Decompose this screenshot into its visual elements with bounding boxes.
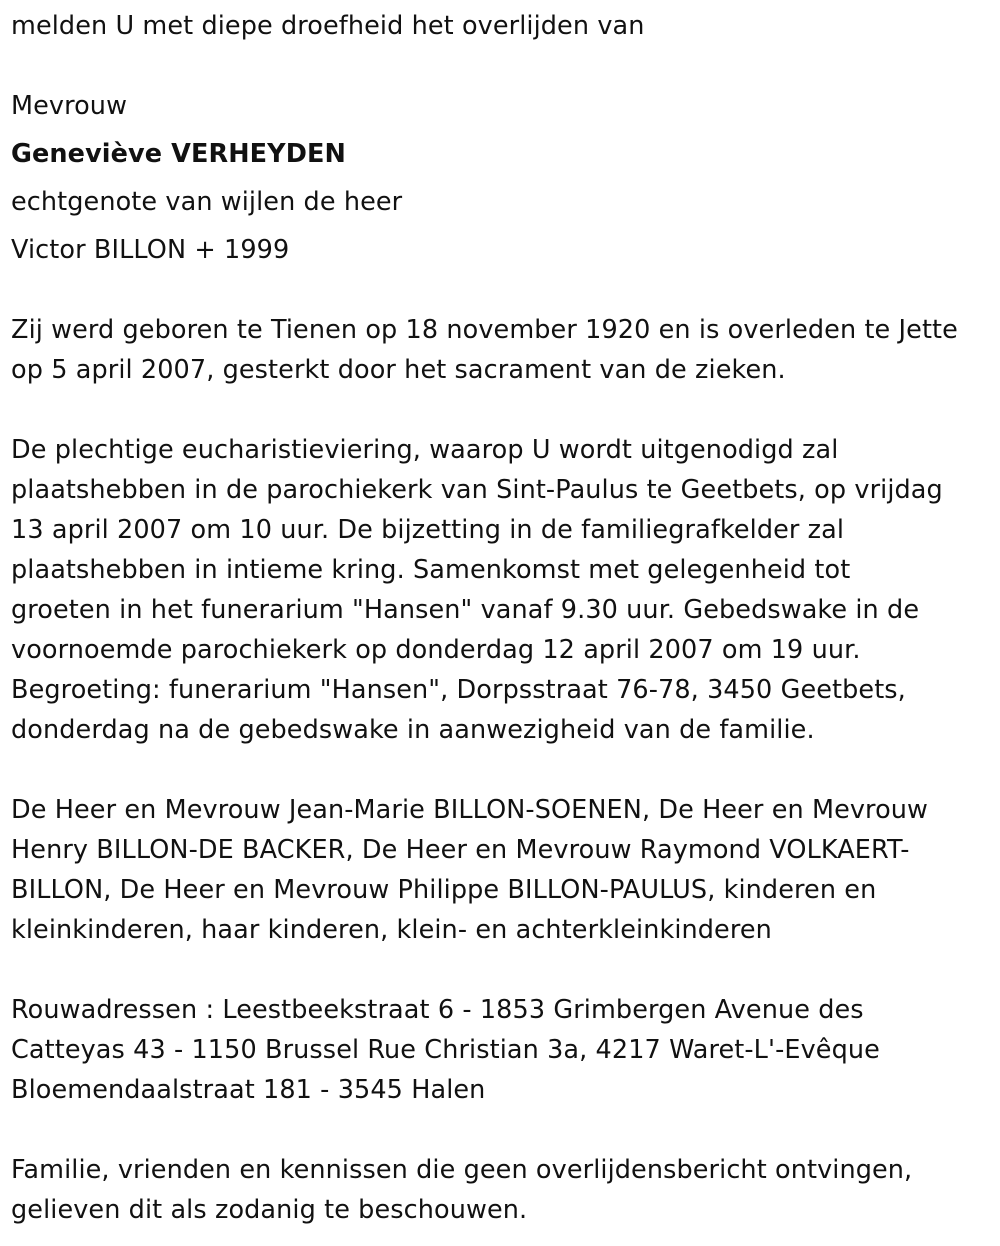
paragraph-line: voornoemde parochiekerk op donderdag 12 april 2007 om 19 uur. [11,635,861,665]
deceased-name: Geneviève VERHEYDEN [11,139,346,169]
spouse-label: echtgenote van wijlen de heer [11,187,403,217]
spouse-name: Victor BILLON + 1999 [11,235,290,265]
paragraph-line: plaatshebben in intieme kring. Samenkomst met gelegenheid tot [11,555,851,585]
paragraph-line: 13 april 2007 om 10 uur. De bijzetting in de familiegrafkelder zal [11,515,845,545]
paragraph-line: plaatshebben in de parochiekerk van Sint-Paulus te Geetbets, op vrijdag [11,475,943,505]
intro-text: melden U met diepe droefheid het overlijden van [11,11,645,41]
paragraph-line: Begroeting: funerarium "Hansen", Dorpsstraat 76-78, 3450 Geetbets, [11,675,906,705]
closing-paragraph [11,1150,990,1230]
paragraph-line: BILLON, De Heer en Mevrouw Philippe BILLON-PAULUS, kinderen en [11,875,877,905]
paragraph-line: gelieven dit als zodanig te beschouwen. [11,1195,528,1225]
paragraph-line: Bloemendaalstraat 181 - 3545 Halen [11,1075,486,1105]
title-prefix: Mevrouw [11,91,128,121]
paragraph-line: op 5 april 2007, gesterkt door het sacrament van de zieken. [11,355,786,385]
ceremony-paragraph [11,430,990,750]
paragraph-line: kleinkinderen, haar kinderen, klein- en achterkleinkinderen [11,915,772,945]
paragraph-line: De plechtige eucharistieviering, waarop U wordt uitgenodigd zal [11,435,839,465]
paragraph-line: Catteyas 43 - 1150 Brussel Rue Christian 3a, 4217 Waret-L'-Evêque [11,1035,880,1065]
family-paragraph [11,790,990,950]
birth-death-paragraph [11,310,990,390]
paragraph-line: Zij werd geboren te Tienen op 18 november 1920 en is overleden te Jette [11,315,958,345]
paragraph-line: De Heer en Mevrouw Jean-Marie BILLON-SOENEN, De Heer en Mevrouw [11,795,929,825]
paragraph-line: Rouwadressen : Leestbeekstraat 6 - 1853 Grimbergen Avenue des [11,995,864,1025]
paragraph-line: Familie, vrienden en kennissen die geen overlijdensbericht ontvingen, [11,1155,913,1185]
paragraph-line: groeten in het funerarium "Hansen" vanaf 9.30 uur. Gebedswake in de [11,595,920,625]
addresses-paragraph [11,990,990,1110]
paragraph-line: donderdag na de gebedswake in aanwezigheid van de familie. [11,715,815,745]
paragraph-line: Henry BILLON-DE BACKER, De Heer en Mevrouw Raymond VOLKAERT- [11,835,910,865]
